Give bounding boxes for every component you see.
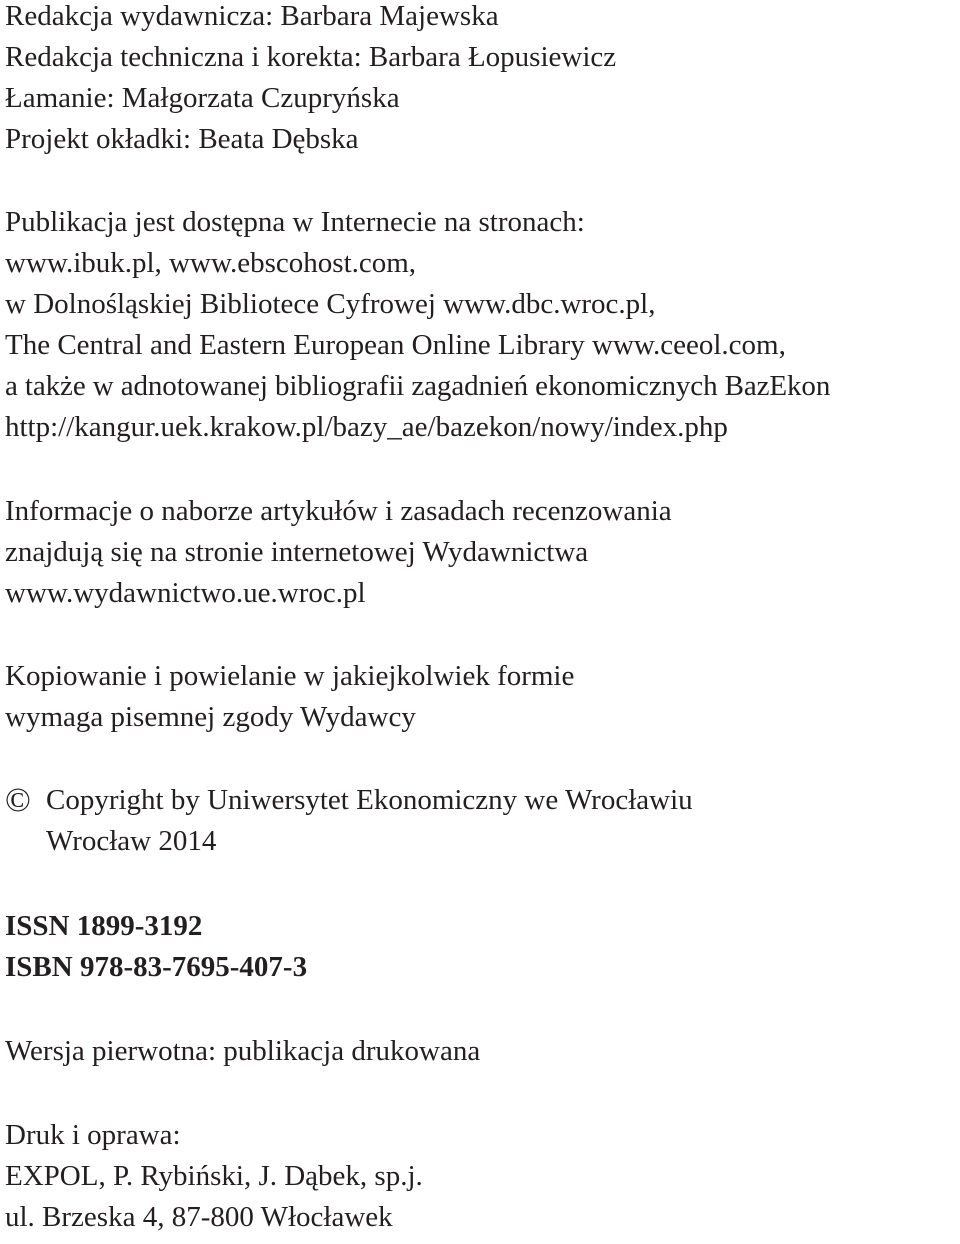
identifiers-section [5,906,955,988]
issn: ISSN 1899-3192 [5,910,203,942]
layout-credit: Łamanie: Małgorzata Czupryńska [5,82,400,114]
copyright-icon: © [5,782,31,819]
printing-section [5,1115,955,1238]
availability-intro: Publikacja jest dostępna w Internecie na stronach: [5,206,585,238]
version-section [5,1031,955,1072]
availability-urls: www.ibuk.pl, www.ebscohost.com, [5,247,417,279]
isbn: ISBN 978-83-7695-407-3 [5,951,308,983]
version-note: Wersja pierwotna: publikacja drukowana [5,1035,481,1067]
copyright-line [5,780,955,821]
cover-design-credit: Projekt okładki: Beata Dębska [5,123,359,155]
editor-credit: Redakcja wydawnicza: Barbara Majewska [5,0,499,32]
review-info-line-1: Informacje o naborze artykułów i zasadach recenzowania [5,495,672,527]
copyright-section [5,780,955,862]
copying-notice-line-1: Kopiowanie i powielanie w jakiejkolwiek formie [5,660,575,692]
availability-bazekon: a także w adnotowanej bibliografii zagadnień ekonomicznych BazEkon [5,370,831,402]
technical-editor-credit: Redakcja techniczna i korekta: Barbara Łopusiewicz [5,41,617,73]
availability-section [5,202,955,448]
availability-bazekon-url: http://kangur.uek.krakow.pl/bazy_ae/bazekon/nowy/index.php [5,411,728,443]
imprint-page [5,0,955,1238]
copyright-place-year: Wrocław 2014 [46,825,217,857]
publisher-website: www.wydawnictwo.ue.wroc.pl [5,577,366,609]
review-info-line-2: znajdują się na stronie internetowej Wydawnictwa [5,536,589,568]
availability-dbc: w Dolnośląskiej Bibliotece Cyfrowej www.dbc.wroc.pl, [5,288,656,320]
printing-heading: Druk i oprawa: [5,1119,181,1151]
credits-section [5,0,955,160]
availability-ceeol: The Central and Eastern European Online Library www.ceeol.com, [5,329,786,361]
printer-name: EXPOL, P. Rybiński, J. Dąbek, sp.j. [5,1160,423,1192]
review-info-section [5,491,955,614]
copyright-holder: Copyright by Uniwersytet Ekonomiczny we Wrocławiu [46,784,693,816]
printer-address: ul. Brzeska 4, 87-800 Włocławek [5,1201,393,1233]
copying-notice-section [5,656,955,738]
copying-notice-line-2: wymaga pisemnej zgody Wydawcy [5,701,416,733]
